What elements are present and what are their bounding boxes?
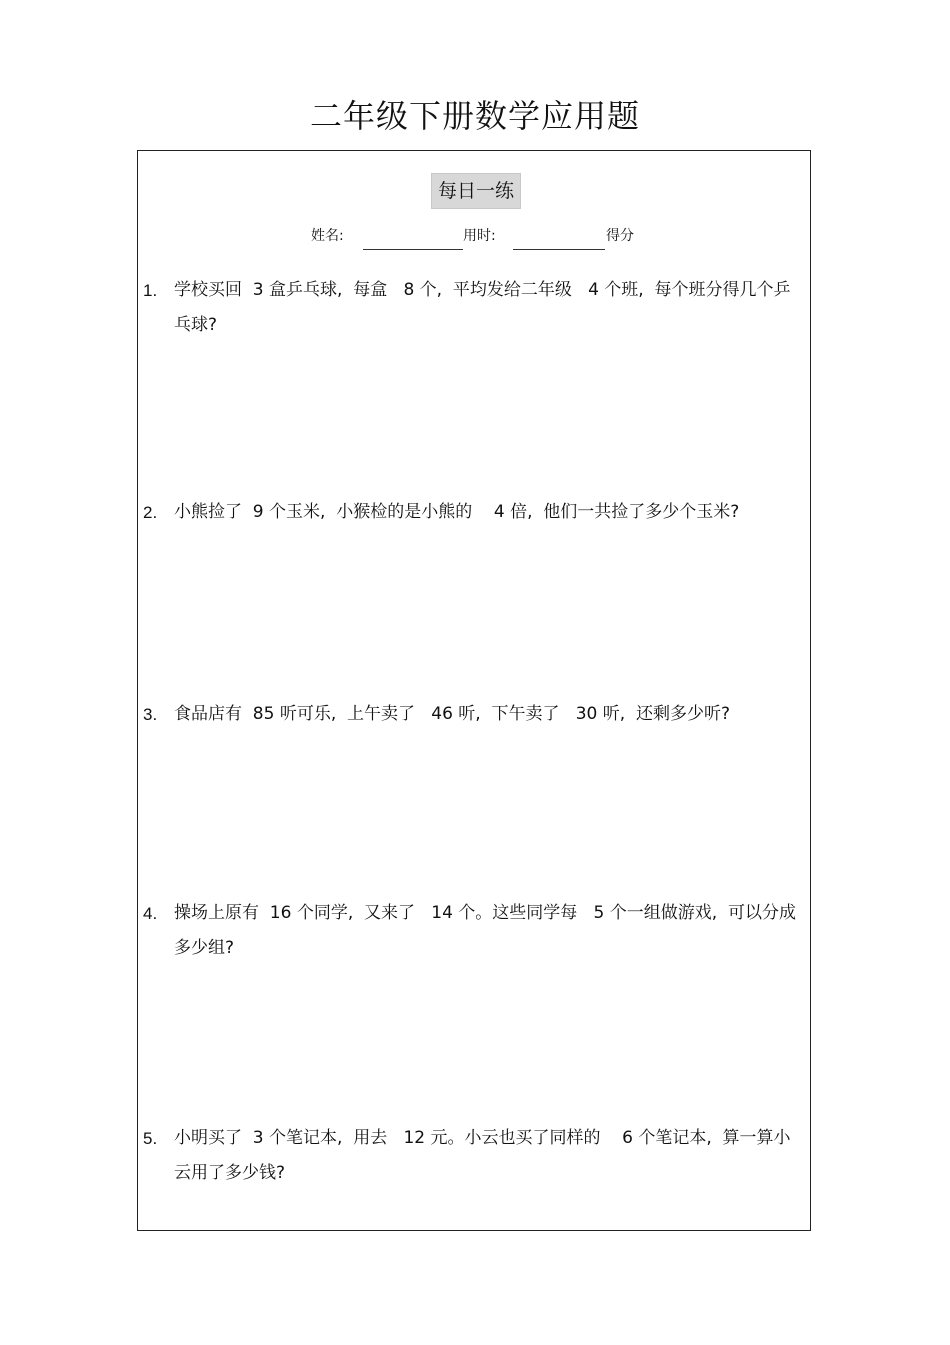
question-number: 2. — [143, 503, 158, 522]
question-item — [138, 1121, 812, 1193]
question-item — [138, 495, 812, 531]
question-text: 小熊捡了 9 个玉米, 小猴检的是小熊的 4 倍, 他们一共捡了多少个玉米? — [174, 502, 740, 522]
question-text: 学校买回 3 盒乒乓球, 每盒 8 个, 平均发给二年级 4 个班, 每个班分得几个乒乓球? — [174, 280, 791, 335]
question-item — [138, 697, 812, 733]
question-number: 5. — [143, 1129, 158, 1148]
name-blank[interactable] — [363, 249, 463, 250]
daily-practice-tag: 每日一练 — [431, 173, 521, 209]
worksheet-frame — [137, 150, 811, 1231]
score-label: 得分 — [606, 228, 634, 244]
question-item — [138, 896, 812, 968]
time-label: 用时: — [463, 228, 496, 244]
name-label: 姓名: — [311, 228, 344, 244]
time-blank[interactable] — [513, 249, 605, 250]
question-number: 4. — [143, 904, 158, 923]
question-number: 1. — [143, 281, 158, 300]
question-number: 3. — [143, 705, 158, 724]
page-title: 二年级下册数学应用题 — [309, 97, 640, 135]
question-text: 小明买了 3 个笔记本, 用去 12 元。小云也买了同样的 6 个笔记本, 算一算小云用了多少钱? — [174, 1128, 791, 1183]
question-text: 食品店有 85 听可乐, 上午卖了 46 听, 下午卖了 30 听, 还剩多少听? — [174, 704, 730, 724]
question-item — [138, 273, 812, 345]
question-text: 操场上原有 16 个同学, 又来了 14 个。这些同学每 5 个一组做游戏, 可以分成多少组? — [174, 903, 796, 958]
